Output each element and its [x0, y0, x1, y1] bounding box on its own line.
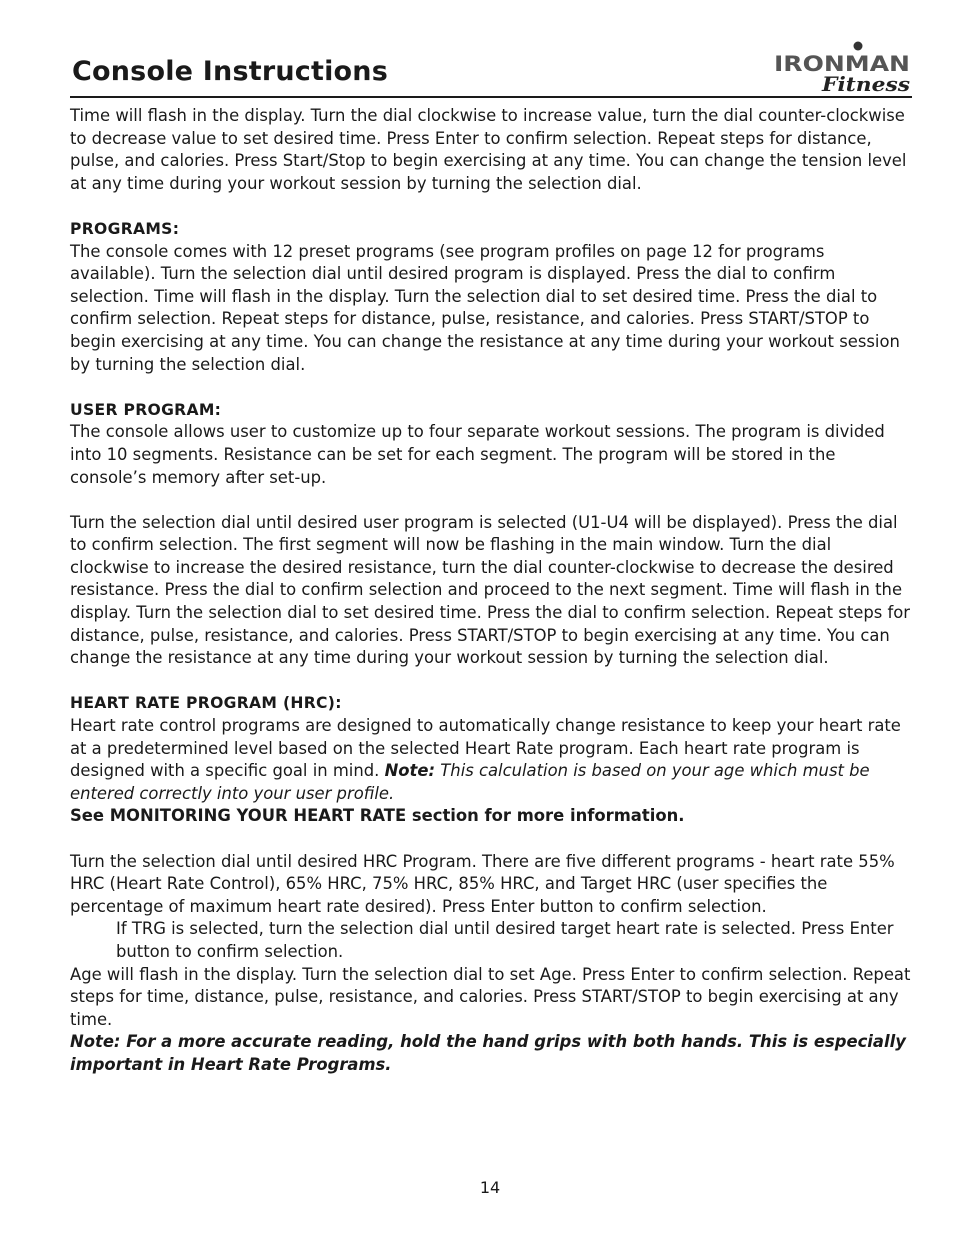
hrc-paragraph-1 — [70, 715, 915, 805]
hrc-final-note: Note: For a more accurate reading, hold the hand grips with both hands. This is especially important in Heart Rate Programs. — [70, 1032, 906, 1074]
page-number: 14 — [479, 1178, 501, 1197]
intro-paragraph: Time will flash in the display. Turn the dial clockwise to increase value, turn the dial counter-clockwise to decrease value to set desired time. Press Enter to confirm selection. Repeat steps for distance, pulse, and calories. Press Start/Stop to begin exercising at any time. You can change the tension level at any time during your workout session by turning the selection dial. — [70, 106, 907, 193]
hrc-body-text: Heart rate control programs are designed to automatically change resistance to keep your heart rate at a predetermined level based on the selected Heart Rate program. Each heart rate program is designed with a specific goal in mind. — [70, 716, 901, 781]
user-program-paragraph-1: The console allows user to customize up to four separate workout sessions. The program is divided into 10 segments. Resistance can be set for each segment. The program will be stored in the console’s memory after set-up. — [70, 422, 885, 487]
hrc-paragraph-3: Age will flash in the display. Turn the selection dial to set Age. Press Enter to confirm selection. Repeat steps for time, distance, pulse, resistance, and calories. Press START/STOP to begin exercising at any time. — [70, 964, 911, 1029]
document-body — [70, 105, 915, 1077]
hrc-heading: HEART RATE PROGRAM (HRC): — [70, 694, 342, 713]
user-program-paragraph-2: Turn the selection dial until desired user program is selected (U1-U4 will be displayed). Press the dial to confirm selection. The first segment will now be flashing in the main window. Turn the dial clockwise to increase the desired resistance, turn the dial counter-clockwise to decrease the desired resistance. Press the dial to confirm selection and proceed to the next segment. Time will flash in the display. Turn the selection dial to set desired time. Press the dial to confirm selection. Repeat steps for distance, pulse, resistance, and calories. Press START/STOP to begin exercising at any time. You can change the resistance at any time during your workout session by turning the selection dial. — [70, 512, 911, 668]
hrc-note-text: This calculation is based on your age which must be entered correctly into your user profile. — [70, 761, 870, 803]
logo-wordmark: IRONMAN — [774, 52, 910, 76]
hrc-trg-paragraph: If TRG is selected, turn the selection dial until desired target heart rate is selected. Press Enter button to confirm selection. — [116, 919, 894, 961]
page-title: Console Instructions — [72, 56, 388, 87]
header-rule — [70, 96, 912, 98]
logo-script: Fitness — [820, 72, 910, 96]
ironman-fitness-logo — [772, 40, 914, 96]
programs-paragraph: The console comes with 12 preset programs (see program profiles on page 12 for programs available). Turn the selection dial until desired program is displayed. Press the dial to confirm selection. Time will flash in the display. Turn the selection dial to set desired time. Press the dial to confirm selection. Repeat steps for distance, pulse, resistance, and calories. Press START/STOP to begin exercising at any time. You can change the resistance at any time during your workout session by turning the selection dial. — [70, 241, 900, 374]
user-program-heading: USER PROGRAM: — [70, 400, 222, 419]
hrc-see-more: See MONITORING YOUR HEART RATE section for more information. — [70, 806, 685, 826]
hrc-note-label: Note: — [384, 761, 436, 781]
hrc-paragraph-2: Turn the selection dial until desired HRC Program. There are five different programs - heart rate 55% HRC (Heart Rate Control), 65% HRC, 75% HRC, 85% HRC, and Target HRC (user specifies the percentage of maximum heart rate desired). Press Enter button to confirm selection. — [70, 851, 895, 916]
programs-heading: PROGRAMS: — [70, 219, 180, 238]
